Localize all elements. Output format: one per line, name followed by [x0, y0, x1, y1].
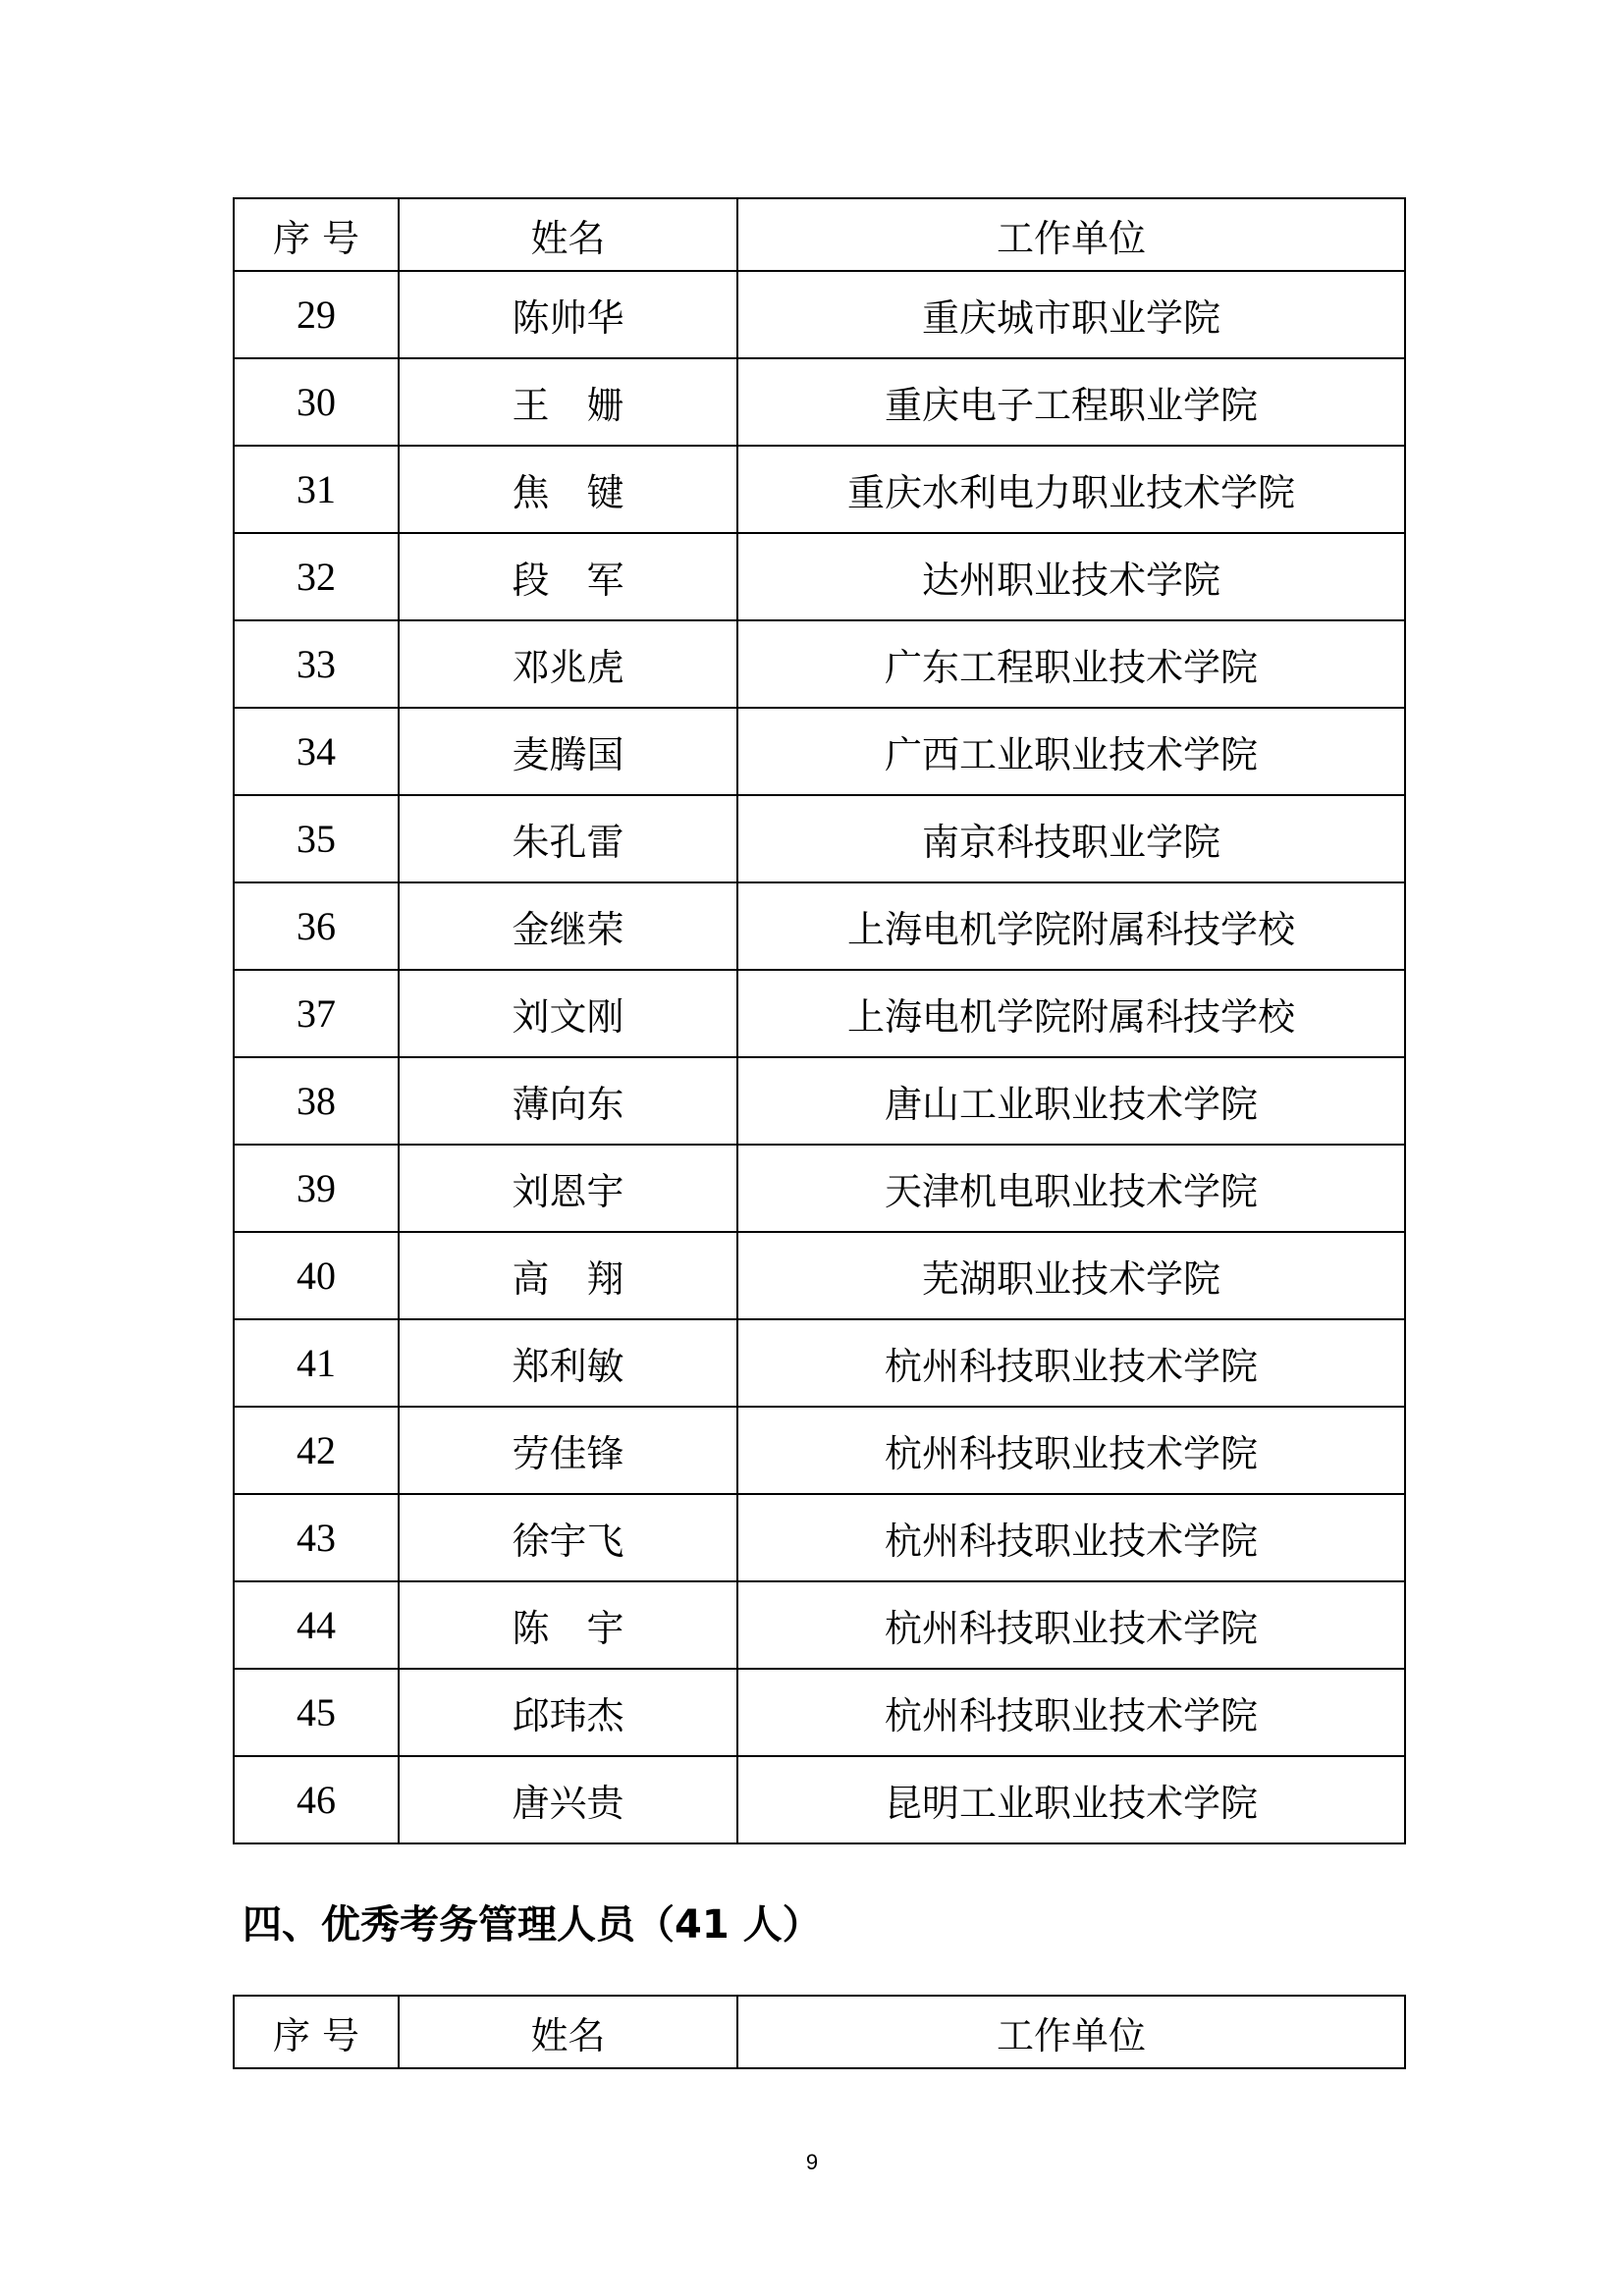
row-number: 39	[234, 1145, 399, 1232]
header-name: 姓名	[399, 198, 737, 271]
table-row	[234, 1232, 1405, 1319]
row-number: 40	[234, 1232, 399, 1319]
row-number: 43	[234, 1494, 399, 1581]
row-number: 31	[234, 446, 399, 533]
row-name: 刘文刚	[399, 970, 737, 1057]
table-row	[234, 1669, 1405, 1756]
row-unit: 南京科技职业学院	[737, 795, 1405, 882]
table-row	[234, 1581, 1405, 1669]
row-unit: 天津机电职业技术学院	[737, 1145, 1405, 1232]
row-number: 33	[234, 620, 399, 708]
row-name: 郑利敏	[399, 1319, 737, 1407]
table-row	[234, 795, 1405, 882]
row-number: 38	[234, 1057, 399, 1145]
row-unit: 重庆城市职业学院	[737, 271, 1405, 358]
row-unit: 重庆水利电力职业技术学院	[737, 446, 1405, 533]
table-row	[234, 708, 1405, 795]
row-number: 45	[234, 1669, 399, 1756]
row-unit: 杭州科技职业技术学院	[737, 1407, 1405, 1494]
row-name: 朱孔雷	[399, 795, 737, 882]
row-number: 46	[234, 1756, 399, 1843]
row-name: 段 军	[399, 533, 737, 620]
row-unit: 杭州科技职业技术学院	[737, 1494, 1405, 1581]
table-row	[234, 358, 1405, 446]
table-row	[234, 271, 1405, 358]
table-row	[234, 1145, 1405, 1232]
row-unit: 达州职业技术学院	[737, 533, 1405, 620]
table-header-row	[234, 198, 1405, 271]
row-number: 30	[234, 358, 399, 446]
table-row	[234, 533, 1405, 620]
row-name: 邓兆虎	[399, 620, 737, 708]
row-unit: 广东工程职业技术学院	[737, 620, 1405, 708]
row-number: 34	[234, 708, 399, 795]
row-number: 36	[234, 882, 399, 970]
table-row	[234, 970, 1405, 1057]
row-unit: 杭州科技职业技术学院	[737, 1669, 1405, 1756]
row-name: 薄向东	[399, 1057, 737, 1145]
table-row	[234, 1494, 1405, 1581]
exam-staff-table	[233, 1995, 1406, 2069]
table-row	[234, 446, 1405, 533]
row-unit: 芜湖职业技术学院	[737, 1232, 1405, 1319]
table-row	[234, 1407, 1405, 1494]
table-row	[234, 1756, 1405, 1843]
row-number: 32	[234, 533, 399, 620]
row-number: 29	[234, 271, 399, 358]
row-name: 刘恩宇	[399, 1145, 737, 1232]
table-row	[234, 882, 1405, 970]
row-name: 劳佳锋	[399, 1407, 737, 1494]
header-no: 序 号	[234, 198, 399, 271]
row-unit: 唐山工业职业技术学院	[737, 1057, 1405, 1145]
row-unit: 重庆电子工程职业学院	[737, 358, 1405, 446]
row-number: 44	[234, 1581, 399, 1669]
row-unit: 上海电机学院附属科技学校	[737, 970, 1405, 1057]
row-unit: 杭州科技职业技术学院	[737, 1581, 1405, 1669]
row-name: 陈 宇	[399, 1581, 737, 1669]
row-name: 徐宇飞	[399, 1494, 737, 1581]
row-name: 高 翔	[399, 1232, 737, 1319]
section-heading: 四、优秀考务管理人员（41 人）	[243, 1902, 822, 1948]
row-number: 37	[234, 970, 399, 1057]
row-unit: 广西工业职业技术学院	[737, 708, 1405, 795]
row-name: 金继荣	[399, 882, 737, 970]
row-number: 35	[234, 795, 399, 882]
row-unit: 杭州科技职业技术学院	[737, 1319, 1405, 1407]
header-unit: 工作单位	[737, 198, 1405, 271]
header-unit: 工作单位	[737, 1996, 1405, 2068]
page-number: 9	[805, 2150, 819, 2174]
row-name: 唐兴贵	[399, 1756, 737, 1843]
table-row	[234, 620, 1405, 708]
header-no: 序 号	[234, 1996, 399, 2068]
awardee-table	[233, 197, 1406, 1844]
table-row	[234, 1319, 1405, 1407]
row-name: 陈帅华	[399, 271, 737, 358]
row-name: 邱玮杰	[399, 1669, 737, 1756]
row-unit: 上海电机学院附属科技学校	[737, 882, 1405, 970]
row-name: 麦腾国	[399, 708, 737, 795]
row-number: 41	[234, 1319, 399, 1407]
header-name: 姓名	[399, 1996, 737, 2068]
table-header-row	[234, 1996, 1405, 2068]
row-name: 焦 键	[399, 446, 737, 533]
row-name: 王 姗	[399, 358, 737, 446]
row-unit: 昆明工业职业技术学院	[737, 1756, 1405, 1843]
table-row	[234, 1057, 1405, 1145]
row-number: 42	[234, 1407, 399, 1494]
